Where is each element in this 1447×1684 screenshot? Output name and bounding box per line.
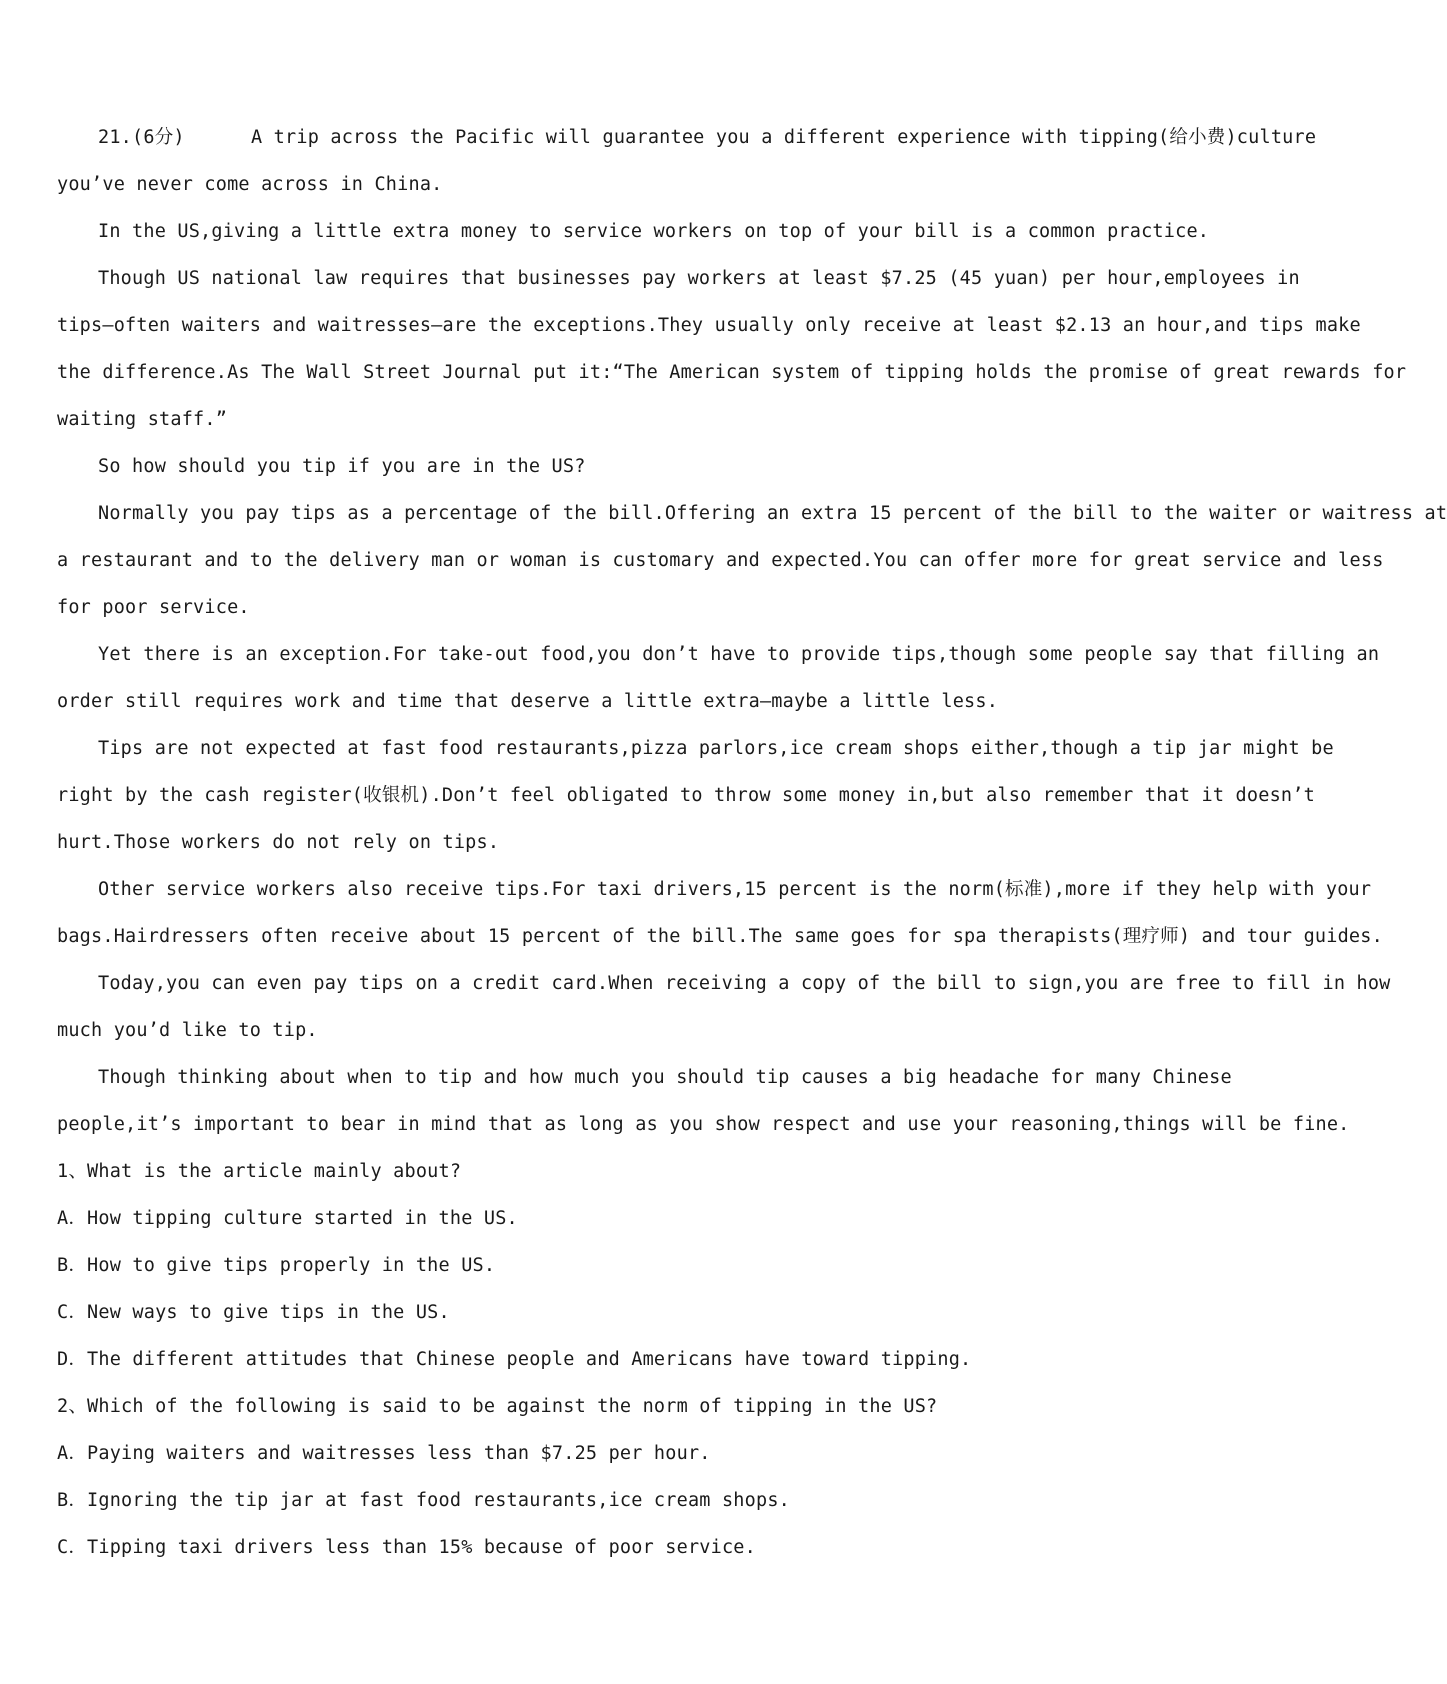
- passage-line: Today,you can even pay tips on a credit card.When receiving a copy of the bill to sign,you are free to fill in how: [98, 973, 1391, 994]
- passage-line: right by the cash register(收银机).Don’t feel obligated to throw some money in,but also remember that it doesn’t: [57, 785, 1315, 806]
- option-b: B．How to give tips properly in the US.: [57, 1255, 496, 1276]
- passage-line: Though US national law requires that businesses pay workers at least $7.25 (45 yuan) per hour,employees in: [98, 268, 1300, 289]
- passage-line: for poor service.: [57, 597, 250, 618]
- option-a: A．Paying waiters and waitresses less than $7.25 per hour.: [57, 1443, 711, 1464]
- passage-line: a restaurant and to the delivery man or woman is customary and expected.You can offer more for great service and less: [57, 550, 1384, 571]
- passage-line: In the US,giving a little extra money to service workers on top of your bill is a common practice.: [98, 221, 1210, 242]
- passage-line: tips—often waiters and waitresses—are the exceptions.They usually only receive at least $2.13 an hour,and tips make: [57, 315, 1361, 336]
- passage-line: you’ve never come across in China.: [57, 174, 443, 195]
- passage-line: Though thinking about when to tip and how much you should tip causes a big headache for many Chinese: [98, 1067, 1232, 1088]
- passage-line: people,it’s important to bear in mind that as long as you show respect and use your reasoning,things will be fine.: [57, 1114, 1350, 1135]
- option-c: C．New ways to give tips in the US.: [57, 1302, 450, 1323]
- passage-line: order still requires work and time that deserve a little extra—maybe a little less.: [57, 691, 999, 712]
- passage-line: hurt.Those workers do not rely on tips.: [57, 832, 500, 853]
- passage-line: waiting staff.”: [57, 409, 228, 430]
- option-c: C．Tipping taxi drivers less than 15% because of poor service.: [57, 1537, 756, 1558]
- passage-line: A trip across the Pacific will guarantee you a different experience with tipping(给小费)culture: [251, 127, 1317, 148]
- passage-line: Other service workers also receive tips.For taxi drivers,15 percent is the norm(标准),more if they help with your: [98, 879, 1372, 900]
- passage-line: bags.Hairdressers often receive about 15 percent of the bill.The same goes for spa therapists(理疗师) and tour guides.: [57, 926, 1383, 947]
- passage-line: Normally you pay tips as a percentage of the bill.Offering an extra 15 percent of the bill to the waiter or waitress at: [98, 503, 1447, 524]
- question-number: 21.(6分): [98, 127, 185, 148]
- passage-line: Tips are not expected at fast food restaurants,pizza parlors,ice cream shops either,though a tip jar might be: [98, 738, 1334, 759]
- passage-line: the difference.As The Wall Street Journal put it:“The American system of tipping holds the promise of great rewards for: [57, 362, 1407, 383]
- passage-line: So how should you tip if you are in the US?: [98, 456, 586, 477]
- sub-question-stem: 2、Which of the following is said to be against the norm of tipping in the US?: [57, 1396, 938, 1417]
- sub-question-stem: 1、What is the article mainly about?: [57, 1161, 462, 1182]
- passage-line: much you’d like to tip.: [57, 1020, 318, 1041]
- option-d: D．The different attitudes that Chinese people and Americans have toward tipping.: [57, 1349, 972, 1370]
- option-a: A．How tipping culture started in the US.: [57, 1208, 518, 1229]
- passage-line: Yet there is an exception.For take-out food,you don’t have to provide tips,though some people say that filling an: [98, 644, 1380, 665]
- option-b: B．Ignoring the tip jar at fast food restaurants,ice cream shops.: [57, 1490, 790, 1511]
